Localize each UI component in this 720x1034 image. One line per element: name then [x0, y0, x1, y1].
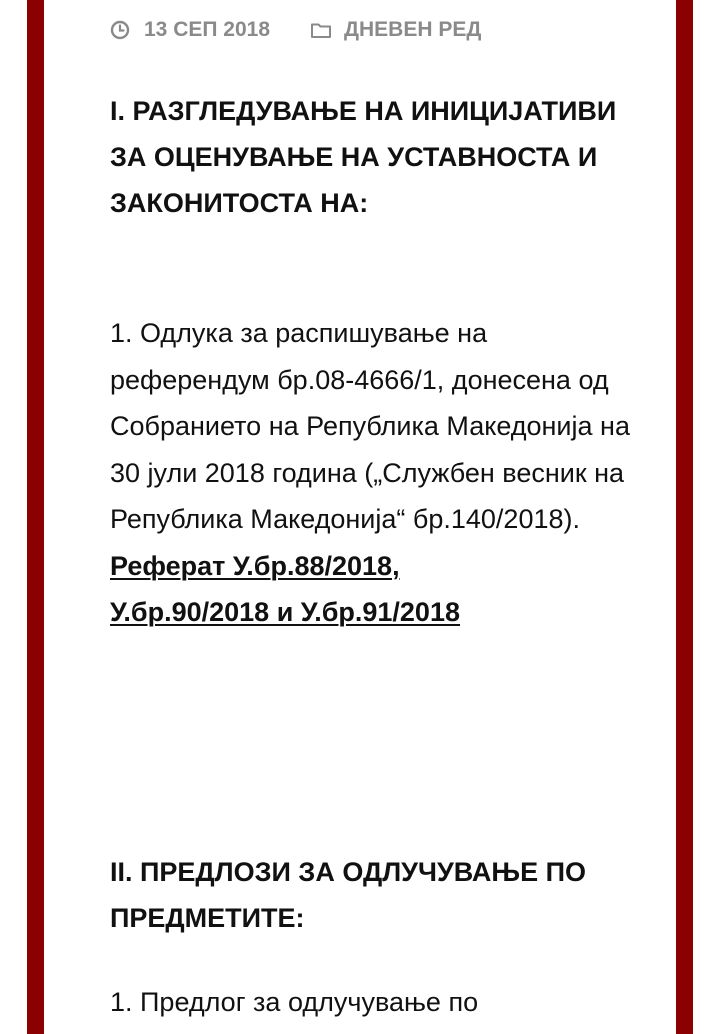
section-heading-1: I. РАЗГЛЕДУВАЊЕ НА ИНИЦИЈАТИВИ ЗА ОЦЕНУВАЊЕ НА УСТАВНОСТА И ЗАКОНИТОСТА НА:: [110, 96, 617, 218]
post-date-label[interactable]: 13 СЕП 2018: [144, 18, 271, 41]
section-heading-2: II. ПРЕДЛОЗИ ЗА ОДЛУЧУВАЊЕ ПО ПРЕДМЕТИТЕ:: [110, 857, 586, 933]
post-date[interactable]: [110, 18, 270, 42]
post-meta: [110, 17, 481, 43]
post-category-label[interactable]: ДНЕВЕН РЕД: [344, 18, 482, 41]
section-1-item-1: [110, 310, 630, 636]
right-border-bar: [676, 0, 693, 1034]
folder-icon: [310, 20, 330, 40]
referat-link-line-2[interactable]: У.бр.90/2018 и У.бр.91/2018: [110, 597, 460, 627]
left-border-bar: [27, 0, 44, 1034]
post-category[interactable]: [310, 18, 481, 42]
referat-link-line-1[interactable]: Реферат У.бр.88/2018,: [110, 550, 400, 581]
section-2-item-1: [110, 979, 630, 1026]
clock-icon: [110, 20, 130, 40]
section-2-item-1-text: 1. Предлог за одлучување по: [110, 987, 479, 1017]
section-1-item-1-text: 1. Одлука за распишување на референдум бр.08-4666/1, донесена од Собранието на Република Македонија на 30 јули 2018 година („Службен весник на Република Македонија“ бр.140/2018).: [110, 318, 630, 534]
